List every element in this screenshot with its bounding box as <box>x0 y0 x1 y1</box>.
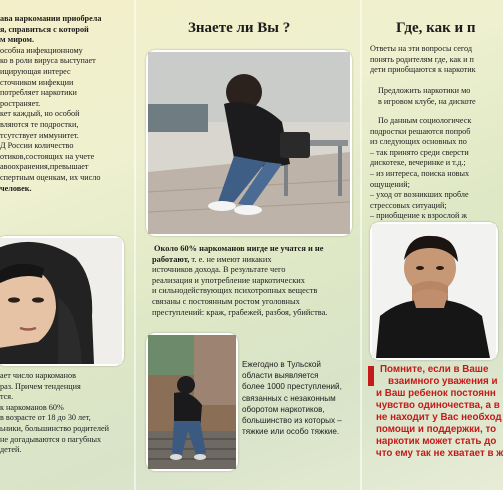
left-line: авоохранения,превышает <box>0 162 89 172</box>
middle-line: т. е. не имеют никаких <box>191 254 272 264</box>
hooded-girl-photo <box>0 236 124 366</box>
right-line: дети приобщаются к наркотик <box>370 65 476 75</box>
callout-line: и Ваш ребенок постоянн <box>376 388 496 399</box>
right-panel <box>362 0 503 490</box>
right-para2 <box>378 86 476 107</box>
left-line: тся. <box>0 392 14 402</box>
right-line: в игровом клубе, на дискоте <box>378 96 476 106</box>
left-line: вляются те подростки, <box>0 119 79 129</box>
left-line: ко в роли вируса выступает <box>0 56 96 66</box>
left-line: ает число наркоманов <box>0 371 76 380</box>
right-line: понять родителям где, как и п <box>370 54 474 64</box>
left-line: ава наркомании приобрела <box>0 14 102 23</box>
left-panel <box>0 0 130 490</box>
left-line: ространяет. <box>0 98 41 108</box>
left-line: сточником инфекции <box>0 77 74 87</box>
left-line: Д России количество <box>0 141 74 151</box>
left-line: особна инфекционному <box>0 45 83 55</box>
right-reasons-list <box>370 116 471 222</box>
middle-para1 <box>152 244 358 318</box>
worried-man-photo <box>370 222 498 360</box>
list-item: – из интереса, поиска новых <box>370 168 470 178</box>
teen-stairs-photo <box>146 333 238 471</box>
callout-line: Помните, если в Ваше <box>380 364 489 375</box>
middle-line: связаны с постоянным ростом уголовных <box>152 296 300 306</box>
middle-line: источников дохода. В результате чего <box>152 265 286 275</box>
middle-para1-lead: Около 60% наркоманов нигде не учатся и не работают, т. е. не имеют никаких <box>152 244 324 264</box>
sad-teen-bench-photo <box>146 50 352 236</box>
left-line: я, справиться с которой <box>0 24 89 34</box>
right-para1 <box>370 44 476 76</box>
callout-line: взаимного уважения и <box>388 376 498 387</box>
left-line: тсутствует иммунитет. <box>0 130 79 140</box>
middle-title: Знаете ли Вы ? <box>188 20 291 36</box>
right-line: По данным социологическ <box>378 116 472 125</box>
callout-line: чувство одиночества, а в <box>376 400 500 411</box>
left-top-text <box>0 14 101 194</box>
left-line: отиков,состоящих на учете <box>0 151 95 161</box>
left-line: детей. <box>0 445 22 455</box>
list-item: ощущений; <box>370 179 410 189</box>
list-item: дискотеке, вечеринке и т.д.; <box>370 158 466 168</box>
left-line: в возрасте от 18 до 30 лет, <box>0 413 91 423</box>
list-item: стрессовых ситуаций; <box>370 200 447 210</box>
middle-line: связанных с незаконным <box>242 393 336 403</box>
callout-line: не находит у Вас необход <box>376 412 502 423</box>
left-line: ицирующая интерес <box>0 66 71 76</box>
fold-line-left <box>134 0 136 490</box>
list-item: – уход от возникших пробле <box>370 190 469 200</box>
middle-line: преступлений: краж, грабежей, разбоя, убийства. <box>152 307 328 317</box>
left-line: ьники, большинство родителей <box>0 423 109 433</box>
middle-para2 <box>242 359 342 437</box>
right-title: Где, как и п <box>396 20 476 36</box>
right-line: из следующих основных по <box>370 137 467 147</box>
middle-line: более 1000 преступлений, <box>242 382 342 392</box>
middle-line: области выявляется <box>242 371 319 381</box>
middle-line: Ежегодно в Тульской <box>242 360 321 369</box>
middle-line: оборотом наркотиков, <box>242 404 325 414</box>
right-line: Ответы на эти вопросы сегод <box>370 44 473 53</box>
callout-line: что ему так не хватает в ж <box>376 448 503 459</box>
left-line: кет каждый, но особой <box>0 109 80 119</box>
middle-line: и сильнодействующих психотропных веществ <box>152 286 318 296</box>
left-line: не догадываются о пагубных <box>0 434 102 444</box>
left-line: человек. <box>0 183 32 193</box>
right-line: Предложить наркотики мо <box>378 86 471 95</box>
lead-text: Около 60% наркоманов нигде не учатся и не работают <box>152 244 324 264</box>
left-line: раз. Причем тенденция <box>0 381 81 391</box>
left-line: спертным оценкам, их число <box>0 172 101 182</box>
callout-marker <box>368 366 374 386</box>
list-item: – приобщение к взрослой ж <box>370 211 468 221</box>
parents-warning-callout <box>376 364 503 460</box>
list-item: – так принято среди сверсти <box>370 147 469 157</box>
left-line: к наркоманов 60% <box>0 402 64 412</box>
left-bottom-text <box>0 371 109 456</box>
middle-line: реализация и употребление наркотических <box>152 275 305 285</box>
middle-line: тяжкие или особо тяжкие. <box>242 427 340 437</box>
left-line: потребляет наркотики <box>0 88 77 98</box>
callout-line: наркотик может стать до <box>376 436 497 447</box>
middle-panel <box>138 0 360 490</box>
left-line: м миром. <box>0 35 35 45</box>
callout-line: помощи и поддержки, то <box>376 424 497 435</box>
middle-line: большинство из которых – <box>242 416 342 426</box>
right-line: подростки решаются попроб <box>370 126 471 136</box>
